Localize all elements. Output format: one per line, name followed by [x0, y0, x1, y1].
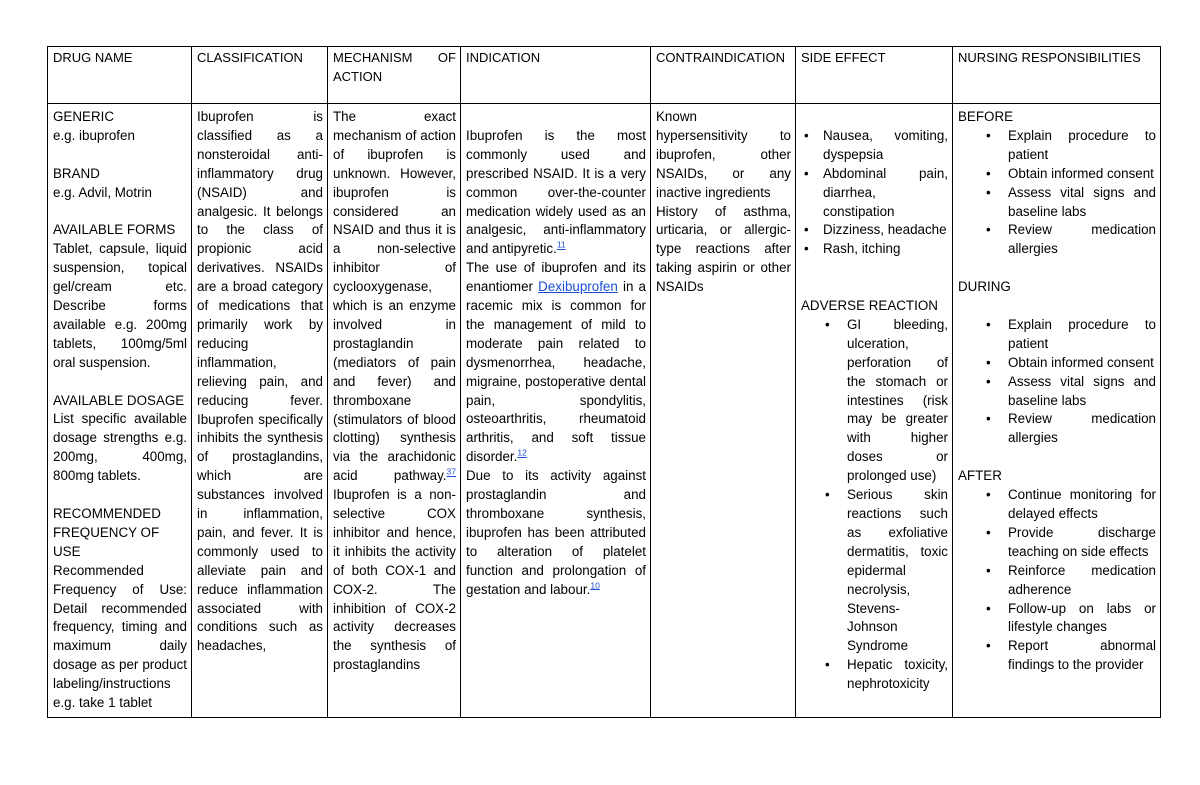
dexibuprofen-link[interactable]: Dexibuprofen	[538, 279, 618, 295]
dosage-label: AVAILABLE DOSAGE	[53, 392, 185, 408]
list-item: • Explain procedure to patient	[1008, 127, 1156, 165]
brand-label: BRAND	[53, 165, 100, 181]
after-label: AFTER	[958, 468, 1002, 484]
list-item: • Obtain informed consent	[1008, 354, 1156, 373]
list-item: • Obtain informed consent	[1008, 165, 1156, 184]
generic-label: GENERIC	[53, 109, 115, 124]
contraindication-text-2: History of asthma, urticaria, or allergic-type reactions after taking aspirin or other NSAIDs	[656, 203, 791, 295]
list-item: • Assess vital signs and baseline labs	[1008, 184, 1156, 222]
mechanism-paragraph	[333, 108, 456, 675]
indication-paragraph-1	[466, 127, 646, 259]
frequency-label: RECOMMENDED FREQUENCY OF USE	[53, 505, 161, 559]
brand-value: e.g. Advil, Motrin	[53, 184, 152, 200]
header-indication: INDICATION	[461, 47, 651, 104]
header-nursing: NURSING RESPONSIBILITIES	[953, 47, 1161, 104]
list-item: • Follow-up on labs or lifestyle changes	[1008, 600, 1156, 638]
adverse-reaction-list	[801, 316, 948, 694]
indication-ref-12[interactable]: 12	[517, 447, 527, 458]
frequency-value: Recommended Frequency of Use: Detail recommended frequency, timing and maximum daily dosage as per product labeling/instructions e.g. take 1 tablet	[53, 562, 187, 711]
indication-text-2b: in a racemic mix is common for the management of mild to moderate pain related to dysmenorrhea, headache, migraine, postoperative dental pain, spondylitis, osteoarthritis, rheumatoid arthritis, and soft tissue disorder.	[466, 279, 646, 465]
list-item: • Reinforce medication adherence	[1008, 562, 1156, 600]
list-item: • Review medication allergies	[1008, 410, 1156, 448]
mechanism-text-1: The exact mechanism of action of ibuprofen is unknown. However, ibuprofen is considered an NSAID and thus it is a non-selective inhibitor of cyclooxygenase, which is an enzyme involved in prostaglandin (mediators of pain and fever) and thromboxane (stimulators of blood clotting) synthesis via the arachidonic acid pathway.	[333, 109, 456, 484]
mechanism-cell	[328, 104, 461, 718]
dosage-value: List specific available dosage strengths e.g. 200mg, 400mg, 800mg tablets.	[53, 411, 187, 484]
list-item: • Provide discharge teaching on side effects	[1008, 524, 1156, 562]
list-item: • Dizziness, headache	[823, 221, 948, 240]
header-drug-name: DRUG NAME	[48, 47, 192, 104]
side-effect-list	[801, 127, 948, 259]
list-item: • Explain procedure to patient	[1008, 316, 1156, 354]
after-list	[958, 486, 1156, 675]
list-item: • Rash, itching	[823, 240, 948, 259]
adverse-reaction-label: ADVERSE REACTION	[801, 298, 938, 314]
list-item: • Continue monitoring for delayed effects	[1008, 486, 1156, 524]
list-item: • GI bleeding, ulceration, perforation of the stomach or intestines (risk may be greater with higher doses or prolonged use)	[847, 316, 948, 486]
nursing-cell	[953, 104, 1161, 718]
drug-study-table	[47, 46, 1161, 718]
indication-ref-10[interactable]: 10	[590, 580, 600, 591]
drug-name-cell	[48, 104, 192, 718]
indication-cell	[461, 104, 651, 718]
indication-text-1: Ibuprofen is the most commonly used and prescribed NSAID. It is a very common over-the-counter medication widely used as an analgesic, anti-inflammatory and antipyretic.	[466, 127, 646, 257]
list-item: • Nausea, vomiting, dyspepsia	[823, 127, 948, 165]
content-row	[48, 104, 1161, 718]
header-side-effect: SIDE EFFECT	[796, 47, 953, 104]
list-item: • Report abnormal findings to the provider	[1008, 637, 1156, 675]
header-row	[48, 47, 1161, 104]
forms-value: Tablet, capsule, liquid suspension, topical gel/cream etc. Describe forms available e.g. 200mg tablets, 100mg/5ml oral suspension.	[53, 241, 187, 370]
indication-text-2a: The use of ibuprofen and its enantiomer	[466, 260, 646, 295]
header-mechanism: MECHANISM OF ACTION	[328, 47, 461, 104]
list-item: • Serious skin reactions such as exfoliative dermatitis, toxic epidermal necrolysis, Stevens-Johnson Syndrome	[847, 486, 948, 656]
header-contraindication: CONTRAINDICATION	[651, 47, 796, 104]
list-item: • Assess vital signs and baseline labs	[1008, 373, 1156, 411]
during-label: DURING	[958, 279, 1011, 295]
indication-paragraph-3	[466, 467, 646, 599]
indication-text-3: Due to its activity against prostaglandin and thromboxane synthesis, ibuprofen has been attributed to alteration of platelet function and prolongation of gestation and labour.	[466, 468, 646, 597]
list-item: • Abdominal pain, diarrhea, constipation	[823, 165, 948, 222]
classification-cell	[192, 104, 328, 718]
indication-ref-11[interactable]: 11	[556, 239, 566, 250]
before-list	[958, 127, 1156, 259]
during-list	[958, 316, 1156, 448]
contraindication-cell	[651, 104, 796, 718]
list-item: • Hepatic toxicity, nephrotoxicity	[847, 656, 948, 694]
contraindication-text-1: Known hypersensitivity to ibuprofen, other NSAIDs, or any inactive ingredients	[656, 109, 791, 200]
side-effect-cell	[796, 104, 953, 718]
mechanism-text-2: Ibuprofen is a non-selective COX inhibitor and hence, it inhibits the activity of both COX-1 and COX-2. The inhibition of COX-2 activity decreases the synthesis of prostaglandins	[333, 487, 456, 673]
generic-value: e.g. ibuprofen	[53, 127, 135, 143]
classification-text: Ibuprofen is classified as a nonsteroidal anti-inflammatory drug (NSAID) and analgesic. It belongs to the class of propionic acid derivatives. NSAIDs are a broad category of medications that primarily work by reducing inflammation, relieving pain, and reducing fever. Ibuprofen specifically inhibits the synthesis of prostaglandins, which are substances involved in inflammation, pain, and fever. It is commonly used to alleviate pain and reduce inflammation associated with conditions such as headaches,	[197, 109, 323, 654]
mechanism-ref-37[interactable]: 37	[446, 466, 456, 477]
forms-label: AVAILABLE FORMS	[53, 222, 176, 238]
header-classification: CLASSIFICATION	[192, 47, 328, 104]
list-item: • Review medication allergies	[1008, 221, 1156, 259]
indication-paragraph-2	[466, 259, 646, 467]
before-label: BEFORE	[958, 109, 1014, 124]
